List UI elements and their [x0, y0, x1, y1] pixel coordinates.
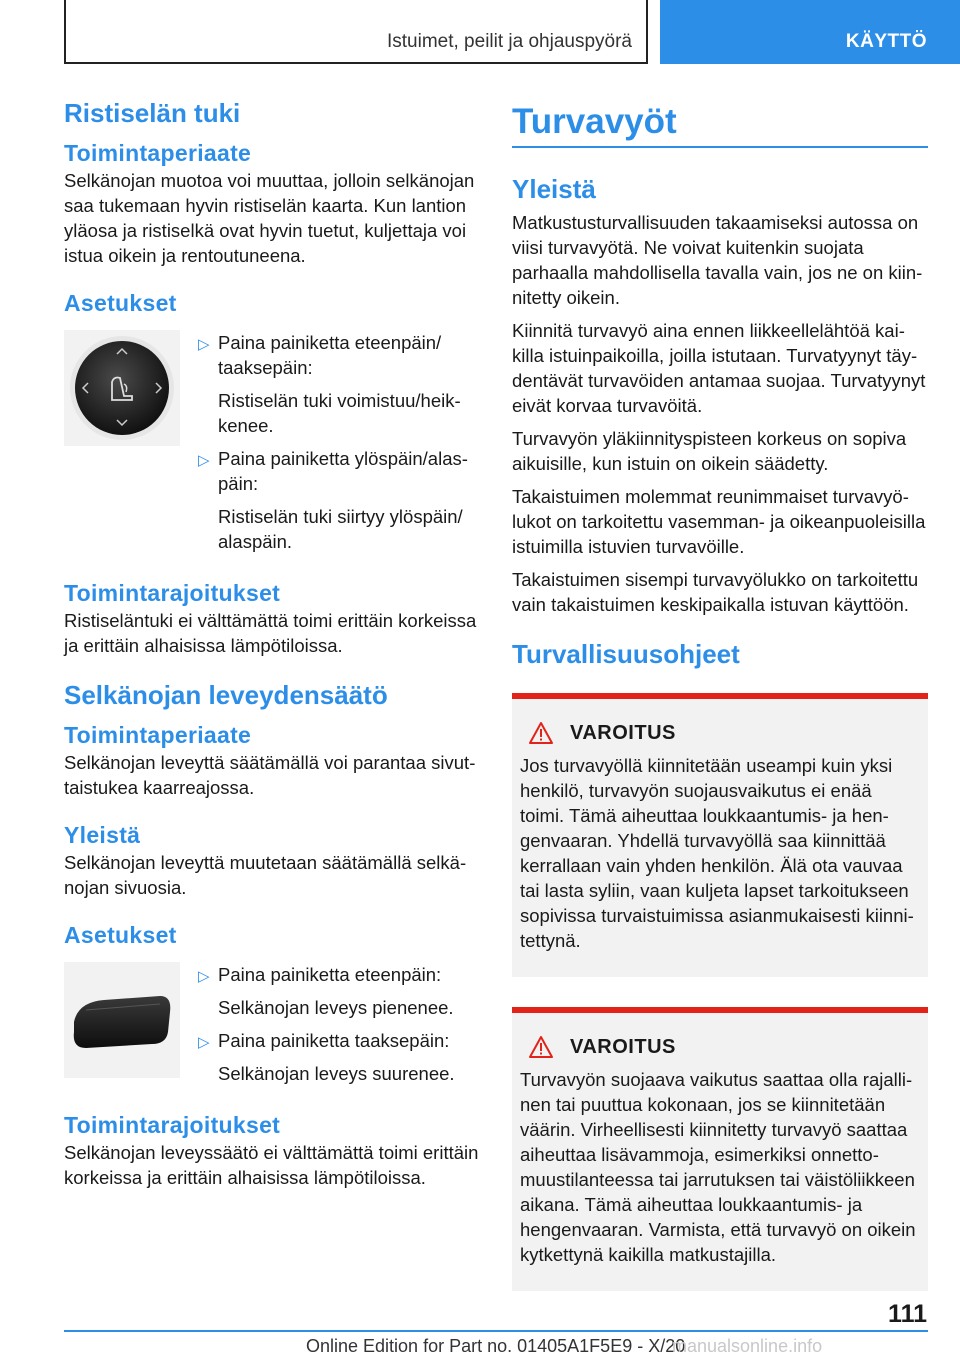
- warning-text: Turvavyön suojaava vaikutus saattaa olla rajallinen tai puuttua kokonaan, jos se kiinnitetään väärin. Virheellisesti kiinnitetty turvavyö saattaa aiheuttaa lisävammoja, esimerkiksi onnettomuustilanteessa tai jarrutuksen tai väistöliikkeen aikana. Tämä aiheuttaa loukkaantumis- ja hengenvaaran. Varmista, että turvavyö on oikein kytkettynä kaikilla matkustajilla.: [520, 1069, 916, 1265]
- step-triangle-icon: ▷: [198, 336, 210, 353]
- step-action: Paina painiketta eteenpäin/ taaksepäin:: [218, 332, 442, 378]
- subheading-settings: Asetukset: [64, 290, 177, 316]
- paragraph-width-general: Selkänojan leveyttä muutetaan säätämällä selkänojan sivuosia.: [64, 852, 467, 898]
- step-triangle-icon: ▷: [198, 1034, 210, 1051]
- watermark: manualsonline.info: [672, 1336, 823, 1356]
- lumbar-steps: [198, 330, 480, 554]
- subheading-operating-principle: Toimintaperiaate: [64, 140, 252, 166]
- step-triangle-icon: ▷: [198, 968, 210, 985]
- footer-divider: [64, 1330, 928, 1332]
- lumbar-settings: [64, 330, 480, 554]
- step-triangle-icon: ▷: [198, 452, 210, 469]
- paragraph-width-limitations: Selkänojan leveyssäätö ei välttämättä toimi erittäin korkeissa ja erittäin alhaisissa lämpötiloissa.: [64, 1142, 479, 1188]
- paragraph-seatbelt-2: Kiinnitä turvavyö aina ennen liikkeellelähtöä kaikilla istuinpaikoilla, joilla istutaan. Turvatyynyt täydentävät turvavöiden antamaa suojaa. Turvatyynyt eivät korvaa turvavöitä.: [512, 320, 926, 416]
- paragraph-width-principle: Selkänojan leveyttä säätämällä voi parantaa sivuttaistukea kaarreajossa.: [64, 752, 476, 798]
- step-result: Selkänojan leveys suurenee.: [218, 1063, 455, 1084]
- header-chapter-tab[interactable]: KÄYTTÖ: [660, 0, 960, 64]
- step-item: [198, 1028, 480, 1086]
- warning-triangle-icon: [528, 721, 554, 745]
- lumbar-four-way-button-icon: [64, 330, 180, 446]
- step-action: Paina painiketta eteenpäin:: [218, 964, 442, 985]
- step-result: Ristiselän tuki voimistuu/heikkenee.: [218, 390, 461, 436]
- warning-label: VAROITUS: [570, 721, 676, 744]
- page-number: 111: [888, 1300, 927, 1328]
- subheading-general: Yleistä: [512, 174, 596, 204]
- paragraph-seatbelt-3: Turvavyön yläkiinnityspisteen korkeus on sopiva aikuisille, kun istuin on oikein säädetty.: [512, 428, 907, 474]
- width-control-image: [64, 962, 180, 1078]
- subheading-limitations: Toimintarajoitukset: [64, 1112, 281, 1138]
- left-column: [64, 96, 480, 1190]
- subheading-operating-principle: Toimintaperiaate: [64, 722, 252, 748]
- paragraph-lumbar-limitations: Ristiseläntuki ei välttämättä toimi erittäin korkeissa ja erittäin alhaisissa lämpötiloissa.: [64, 610, 477, 656]
- step-action: Paina painiketta ylöspäin/alaspäin:: [218, 448, 468, 494]
- width-settings: [64, 962, 480, 1086]
- warning-text: Jos turvavyöllä kiinnitetään useampi kuin yksi henkilö, turvavyön suojausvaikutus ei enää toimi. Tämä aiheuttaa loukkaantumis- ja hengenvaaran. Yhdellä turvavyöllä saa kiinnittää kerrallaan vain yhden henkilön. Älä ota vauvaa tai lasta syliin, vaan kuljeta lapset tarkoitukseen sopivissa turvaistuimissa asianmukaisesti kiinnitettynä.: [520, 755, 914, 951]
- step-item: [198, 962, 480, 1020]
- lumbar-control-image: [64, 330, 180, 446]
- warning-box: [512, 693, 928, 977]
- edition-note: Online Edition for Part no. 01405A1F5E9 - X/20: [306, 1336, 686, 1356]
- subheading-settings: Asetukset: [64, 922, 177, 948]
- section-title-lumbar-support: Ristiselän tuki: [64, 98, 241, 128]
- step-action: Paina painiketta taaksepäin:: [218, 1030, 450, 1051]
- step-result: Ristiselän tuki siirtyy ylöspäin/ alaspäin.: [218, 506, 463, 552]
- section-title-backrest-width: Selkänojan leveydensäätö: [64, 680, 388, 710]
- paragraph-seatbelt-5: Takaistuimen sisempi turvavyölukko on tarkoitettu vain takaistuimen keskipaikalla istuvan käyttöön.: [512, 569, 919, 615]
- paragraph-lumbar-principle: Selkänojan muotoa voi muuttaa, jolloin selkänojan saa tukemaan hyvin ristiselän kaarta. Kun lantion yläosa ja ristiselkä ovat hyvin tuetut, kuljettaja voi istua oikein ja rentoutuneena.: [64, 170, 475, 266]
- backrest-width-rocker-button-icon: [64, 962, 180, 1078]
- header-section-title: Istuimet, peilit ja ohjauspyörä: [64, 0, 648, 64]
- width-steps: [198, 962, 480, 1086]
- chapter-divider: [512, 146, 928, 148]
- chapter-title-seat-belts: Turvavyöt: [512, 102, 677, 141]
- step-result: Selkänojan leveys pienenee.: [218, 997, 454, 1018]
- subheading-general: Yleistä: [64, 822, 141, 848]
- paragraph-seatbelt-4: Takaistuimen molemmat reunimmaiset turvavyölukot on tarkoitettu vasemman- ja oikeanpuoleisilla istuimilla istuvien turvavöille.: [512, 486, 926, 557]
- warning-triangle-icon: [528, 1035, 554, 1059]
- right-column: [512, 96, 928, 1291]
- paragraph-seatbelt-1: Matkustusturvallisuuden takaamiseksi autossa on viisi turvavyötä. Ne voivat kuitenkin suojata parhaalla mahdollisella tavalla vain, jos ne on kiinnitetty oikein.: [512, 212, 923, 308]
- step-item: [198, 446, 480, 554]
- warning-label: VAROITUS: [570, 1035, 676, 1058]
- subheading-limitations: Toimintarajoitukset: [64, 580, 281, 606]
- subheading-safety-notes: Turvallisuusohjeet: [512, 639, 740, 669]
- step-item: [198, 330, 480, 438]
- warning-box: [512, 1007, 928, 1291]
